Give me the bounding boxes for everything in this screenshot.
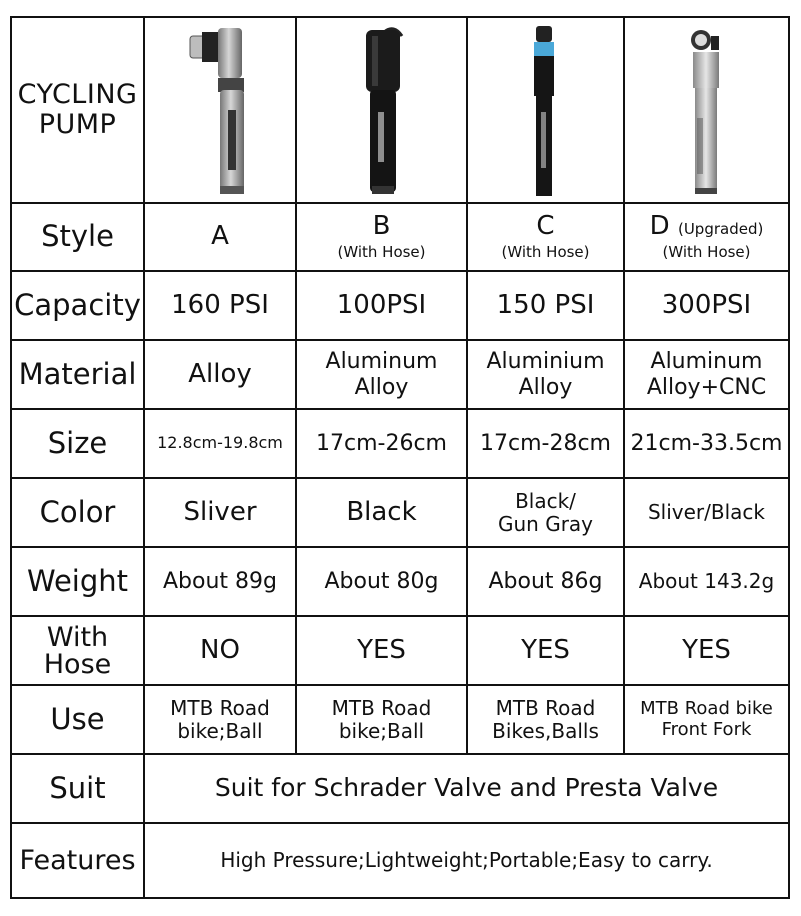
material-row xyxy=(11,340,789,409)
silver-mini-pump-icon xyxy=(180,22,260,198)
size-c: 17cm-28cm xyxy=(467,409,624,478)
use-a: MTB Road bike;Ball xyxy=(144,685,296,754)
suit-value: Suit for Schrader Valve and Presta Valve xyxy=(144,754,789,823)
weight-b: About 80g xyxy=(296,547,467,616)
capacity-row xyxy=(11,271,789,340)
capacity-c: 150 PSI xyxy=(467,271,624,340)
size-row xyxy=(11,409,789,478)
capacity-a: 160 PSI xyxy=(144,271,296,340)
size-b: 17cm-26cm xyxy=(296,409,467,478)
weight-row xyxy=(11,547,789,616)
with-hose-a: NO xyxy=(144,616,296,685)
silver-pump-with-gauge-icon xyxy=(667,22,747,198)
suit-label: Suit xyxy=(11,754,144,823)
weight-label: Weight xyxy=(11,547,144,616)
with-hose-d: YES xyxy=(624,616,789,685)
use-d: MTB Road bike Front Fork xyxy=(624,685,789,754)
weight-a: About 89g xyxy=(144,547,296,616)
style-row xyxy=(11,203,789,271)
capacity-label: Capacity xyxy=(11,271,144,340)
use-label: Use xyxy=(11,685,144,754)
style-c: C (With Hose) xyxy=(467,203,624,271)
material-d: Aluminum Alloy+CNC xyxy=(624,340,789,409)
with-hose-c: YES xyxy=(467,616,624,685)
use-row xyxy=(11,685,789,754)
style-d: D (Upgraded) (With Hose) xyxy=(624,203,789,271)
weight-d: About 143.2g xyxy=(624,547,789,616)
slim-black-pump-with-gauge-icon xyxy=(506,22,586,198)
product-d-image-cell xyxy=(624,17,789,203)
material-label: Material xyxy=(11,340,144,409)
material-b: Aluminum Alloy xyxy=(296,340,467,409)
material-c: Aluminium Alloy xyxy=(467,340,624,409)
style-b: B (With Hose) xyxy=(296,203,467,271)
use-b: MTB Road bike;Ball xyxy=(296,685,467,754)
weight-c: About 86g xyxy=(467,547,624,616)
black-pump-with-hose-icon xyxy=(342,22,422,198)
product-a-image-cell xyxy=(144,17,296,203)
product-c-image-cell xyxy=(467,17,624,203)
color-a: Sliver xyxy=(144,478,296,547)
suit-row xyxy=(11,754,789,823)
material-a: Alloy xyxy=(144,340,296,409)
color-b: Black xyxy=(296,478,467,547)
color-label: Color xyxy=(11,478,144,547)
size-label: Size xyxy=(11,409,144,478)
product-b-image-cell xyxy=(296,17,467,203)
size-a: 12.8cm-19.8cm xyxy=(144,409,296,478)
table-title: CYCLING PUMP xyxy=(17,79,138,140)
with-hose-row xyxy=(11,616,789,685)
capacity-b: 100PSI xyxy=(296,271,467,340)
size-d: 21cm-33.5cm xyxy=(624,409,789,478)
color-c: Black/ Gun Gray xyxy=(467,478,624,547)
features-value: High Pressure;Lightweight;Portable;Easy to carry. xyxy=(144,823,789,898)
with-hose-label: With Hose xyxy=(11,616,144,685)
with-hose-b: YES xyxy=(296,616,467,685)
title-cell xyxy=(11,17,144,203)
image-row xyxy=(11,17,789,203)
color-row xyxy=(11,478,789,547)
capacity-d: 300PSI xyxy=(624,271,789,340)
style-label: Style xyxy=(11,203,144,271)
use-c: MTB Road Bikes,Balls xyxy=(467,685,624,754)
features-label: Features xyxy=(11,823,144,898)
spec-table xyxy=(10,16,790,899)
features-row xyxy=(11,823,789,898)
color-d: Sliver/Black xyxy=(624,478,789,547)
style-a: A xyxy=(144,203,296,271)
